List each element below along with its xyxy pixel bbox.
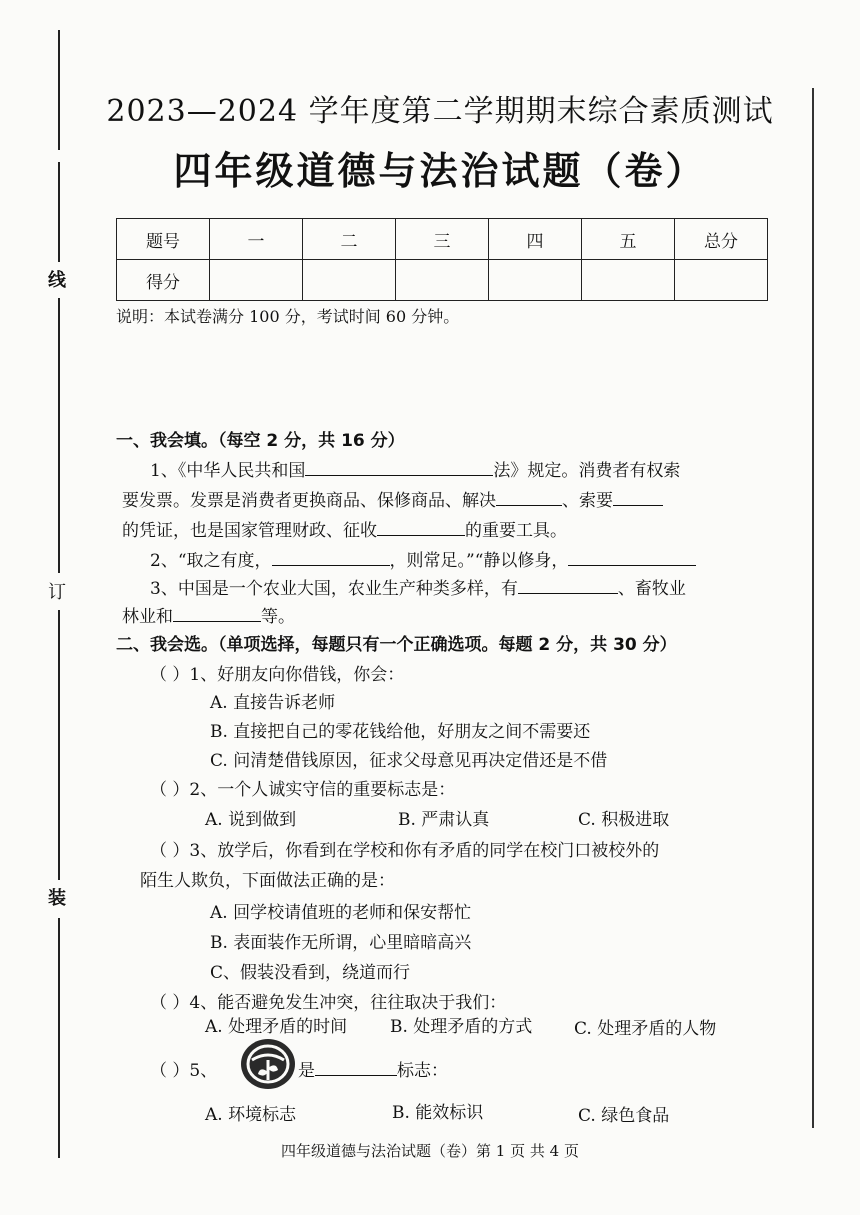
s1-q1-text-f: 的重要工具。 (465, 521, 567, 541)
s2-q5-stem-b (298, 1056, 448, 1081)
score-table-score-row (117, 260, 768, 301)
s2-q3-stem-line1[interactable]: （ ）3、放学后，你看到在学校和你有矛盾的同学在校门口被校外的 (150, 841, 660, 861)
s2-q2-option-c: C. 积极进取 (578, 810, 670, 830)
right-margin-line (812, 88, 814, 1128)
score-cell: 一 (210, 219, 303, 260)
score-input-cell[interactable] (675, 260, 768, 301)
s1-q3-line2 (122, 602, 295, 627)
s1-q1-text-d: 、索要 (562, 491, 613, 511)
s1-q3-text-b: 、畜牧业 (617, 579, 686, 599)
score-cell: 总分 (675, 219, 768, 260)
s1-q1-line3 (122, 516, 567, 541)
s1-q2-line (150, 546, 696, 571)
score-cell: 五 (582, 219, 675, 260)
s2-q5-option-b: B. 能效标识 (392, 1103, 484, 1123)
answer-blank[interactable] (518, 575, 618, 594)
s2-q2-stem[interactable]: （ ）2、一个人诚实守信的重要标志是： (150, 780, 456, 800)
section1-heading: 一、我会填。（每空 2 分，共 16 分） (116, 431, 405, 451)
exam-note: 说明：本试卷满分 100 分，考试时间 60 分钟。 (116, 307, 460, 326)
answer-blank[interactable] (315, 1057, 397, 1076)
green-food-logo-icon (238, 1036, 298, 1092)
answer-blank[interactable] (613, 487, 663, 506)
s2-q4-option-c: C. 处理矛盾的人物 (574, 1019, 717, 1039)
score-input-cell[interactable] (210, 260, 303, 301)
answer-blank[interactable] (377, 517, 465, 536)
paper-title: 四年级道德与法治试题（卷） (173, 149, 707, 193)
score-table (116, 218, 768, 301)
s1-q1-text-e: 的凭证，也是国家管理财政、征收 (122, 521, 377, 541)
s2-q1-option-a: A. 直接告诉老师 (210, 693, 336, 713)
s1-q3-text-a: 3、中国是一个农业大国，农业生产种类多样，有 (150, 579, 518, 599)
binding-char-ding: 订 (48, 582, 66, 603)
s1-q3-text-c: 林业和 (122, 607, 173, 627)
s2-q4-option-b: B. 处理矛盾的方式 (390, 1017, 533, 1037)
score-input-cell[interactable] (582, 260, 675, 301)
score-table-header-row (117, 219, 768, 260)
s1-q2-text-a: 2、“取之有度， (150, 551, 272, 571)
s2-q1-option-b: B. 直接把自己的零花钱给他，好朋友之间不需要还 (210, 722, 591, 742)
score-input-cell[interactable] (303, 260, 396, 301)
s1-q1-text-b: 法》规定。消费者有权索 (493, 461, 681, 481)
binding-line-lower (58, 610, 60, 880)
answer-blank[interactable] (272, 547, 390, 566)
s2-q5-option-a: A. 环境标志 (205, 1105, 297, 1125)
s2-q4-stem[interactable]: （ ）4、能否避免发生冲突，往往取决于我们： (150, 993, 507, 1013)
score-cell: 题号 (117, 219, 210, 260)
answer-blank[interactable] (305, 457, 493, 476)
s2-q3-option-b: B. 表面装作无所谓，心里暗暗高兴 (210, 933, 472, 953)
s2-q1-stem[interactable]: （ ）1、好朋友向你借钱，你会： (150, 665, 405, 685)
page-footer: 四年级道德与法治试题（卷）第 1 页 共 4 页 (281, 1142, 579, 1160)
answer-blank[interactable] (496, 487, 562, 506)
binding-char-zhuang: 装 (48, 888, 66, 909)
score-cell: 四 (489, 219, 582, 260)
s2-q1-option-c: C. 问清楚借钱原因，征求父母意见再决定借还是不借 (210, 751, 608, 771)
score-input-cell[interactable] (396, 260, 489, 301)
s1-q1-text-c: 要发票。发票是消费者更换商品、保修商品、解决 (122, 491, 496, 511)
s2-q3-stem-line2: 陌生人欺负，下面做法正确的是： (140, 871, 395, 891)
s1-q3-line1 (150, 574, 686, 599)
s2-q5-stem-a[interactable]: （ ）5、 (150, 1061, 218, 1081)
section2-heading: 二、我会选。（单项选择，每题只有一个正确选项。每题 2 分，共 30 分） (116, 635, 677, 655)
binding-line-bottom (58, 918, 60, 1158)
s2-q2-option-a: A. 说到做到 (205, 810, 297, 830)
exam-title: 2023—2024 学年度第二学期期末综合素质测试 (106, 94, 774, 129)
s1-q1-text-a: 1、《中华人民共和国 (150, 461, 306, 481)
s1-q1-line2 (122, 486, 663, 511)
s2-q3-option-c: C、假装没看到，绕道而行 (210, 963, 411, 983)
answer-blank[interactable] (568, 547, 696, 566)
s2-q4-option-a: A. 处理矛盾的时间 (205, 1017, 348, 1037)
score-cell: 三 (396, 219, 489, 260)
score-cell: 二 (303, 219, 396, 260)
s1-q1-line1 (150, 456, 680, 481)
s1-q2-text-b: ，则常足。”“静以修身， (389, 551, 569, 571)
s1-q3-text-d: 等。 (261, 607, 295, 627)
s2-q3-option-a: A. 回学校请值班的老师和保安帮忙 (210, 903, 472, 923)
answer-blank[interactable] (173, 603, 261, 622)
score-cell: 得分 (117, 260, 210, 301)
s2-q5-text-c: 标志： (397, 1061, 448, 1081)
s2-q2-option-b: B. 严肃认真 (398, 810, 490, 830)
binding-line-mid (58, 298, 60, 573)
s2-q5-option-c: C. 绿色食品 (578, 1106, 670, 1126)
s2-q5-text-b: 是 (298, 1061, 315, 1081)
binding-char-xian: 线 (48, 270, 66, 291)
score-input-cell[interactable] (489, 260, 582, 301)
